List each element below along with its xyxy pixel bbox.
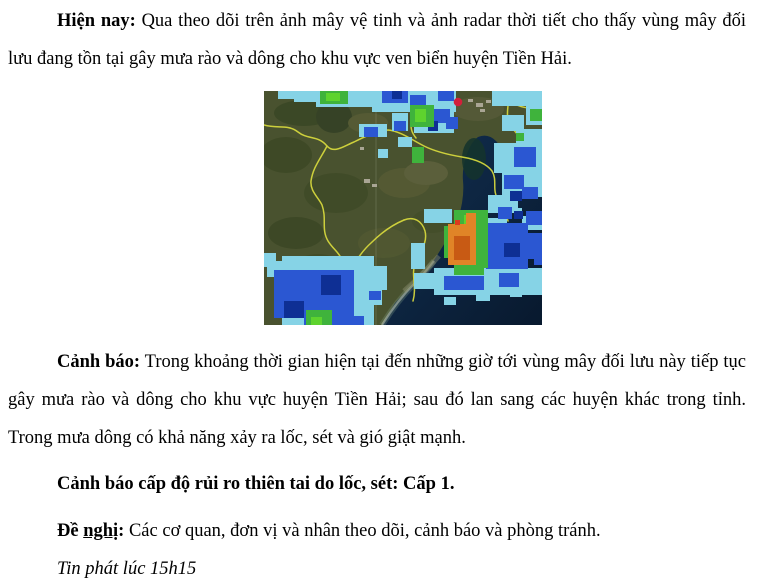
paragraph-label: Hiện nay: <box>57 11 136 31</box>
paragraph-warning <box>8 343 746 457</box>
location-marker-dot <box>454 98 463 107</box>
paragraph-label-colon: : <box>118 521 125 541</box>
paragraph-label-underlined: nghị <box>83 521 119 541</box>
paragraph-label-prefix: Đề <box>57 521 84 541</box>
paragraph-risk-level: Cảnh báo cấp độ rủi ro thiên tai do lốc, sét: Cấp 1. <box>57 474 455 494</box>
paragraph-current-status <box>8 0 746 78</box>
paragraph-text: Qua theo dõi trên ảnh mây vệ tinh và ảnh radar thời tiết cho thấy vùng mây đối lưu đang tồn tại gây mưa rào và dông cho khu vực ven biển huyện Tiền Hải. <box>8 11 747 69</box>
radar-satellite-map <box>264 91 542 325</box>
bay-water <box>462 138 486 180</box>
radar-map-image <box>264 91 542 325</box>
paragraph-recommendation <box>8 512 746 550</box>
paragraph-text: Trong khoảng thời gian hiện tại đến những giờ tới vùng mây đối lưu này tiếp tục gây mưa rào và dông cho khu vực huyện Tiền Hải; sau đó lan sang các huyện khác trong tỉnh. Trong mưa dông có khả năng xảy ra lốc, sét và gió giật mạnh. <box>8 352 746 448</box>
paragraph-text: Các cơ quan, đơn vị và nhân theo dõi, cảnh báo và phòng tránh. <box>124 521 601 541</box>
paragraph-label: Cảnh báo: <box>57 352 141 372</box>
issue-time-line: Tin phát lúc 15h15 <box>57 559 197 579</box>
